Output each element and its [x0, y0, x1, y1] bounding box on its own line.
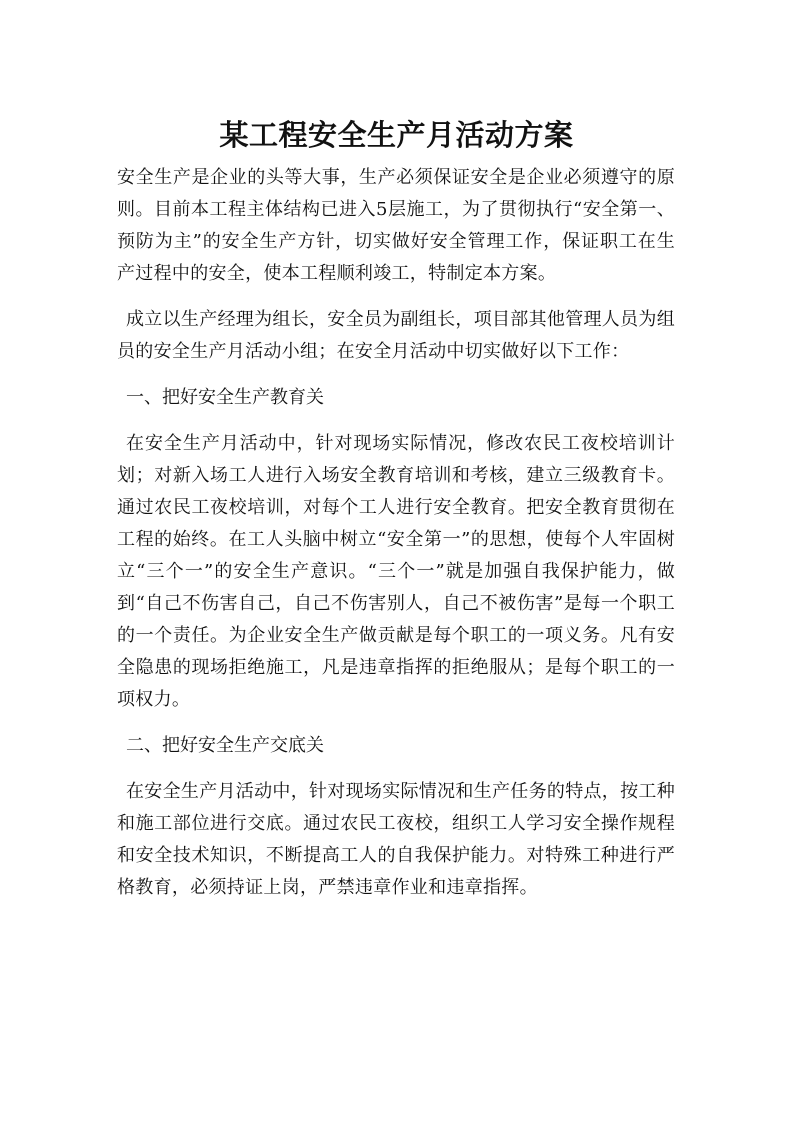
section-heading: 二、把好安全生产交底关 — [126, 735, 324, 756]
section-text: 在安全生产月活动中，针对现场实际情况，修改农民工夜校培训计划；对新入场工人进行入场安全教育培训和考核，建立三级教育卡。通过农民工夜校培训，对每个工人进行安全教育。把安全教育贯彻在工程的始终。在工人头脑中树立“安全第一”的思想，使每个人牢固树立“三个一”的安全生产意识。“三个一”就是加强自我保护能力，做到“自己不伤害自己，自己不伤害别人，自己不被伤害”是每一个职工的一个责任。为企业安全生产做贡献是每个职工的一项义务。凡有安全隐患的现场拒绝施工，凡是违章指挥的拒绝服从；是每个职工的一项权力。 — [117, 433, 675, 710]
section-text: 在安全生产月活动中，针对现场实际情况和生产任务的特点，按工种和施工部位进行交底。通过农民工夜校，组织工人学习安全操作规程和安全技术知识，不断提高工人的自我保护能力。对特殊工种进行严格教育，必须持证上岗，严禁违章作业和违章指挥。 — [117, 781, 675, 898]
intro-paragraph: 安全生产是企业的头等大事，生产必须保证安全是企业必须遵守的原则。目前本工程主体结构已进入5层施工，为了贯彻执行“安全第一、预防为主”的安全生产方针，切实做好安全管理工作，保证职工在生产过程中的安全，使本工程顺利竣工，特制定本方案。 — [117, 167, 675, 284]
organization-paragraph: 成立以生产经理为组长，安全员为副组长，项目部其他管理人员为组员的安全生产月活动小组；在安全月活动中切实做好以下工作： — [117, 309, 675, 362]
page-title: 某工程安全生产月活动方案 — [219, 118, 574, 153]
section-heading: 一、把好安全生产教育关 — [126, 387, 324, 408]
section-education — [117, 382, 675, 716]
section-briefing — [117, 730, 675, 904]
document-body — [117, 162, 675, 918]
